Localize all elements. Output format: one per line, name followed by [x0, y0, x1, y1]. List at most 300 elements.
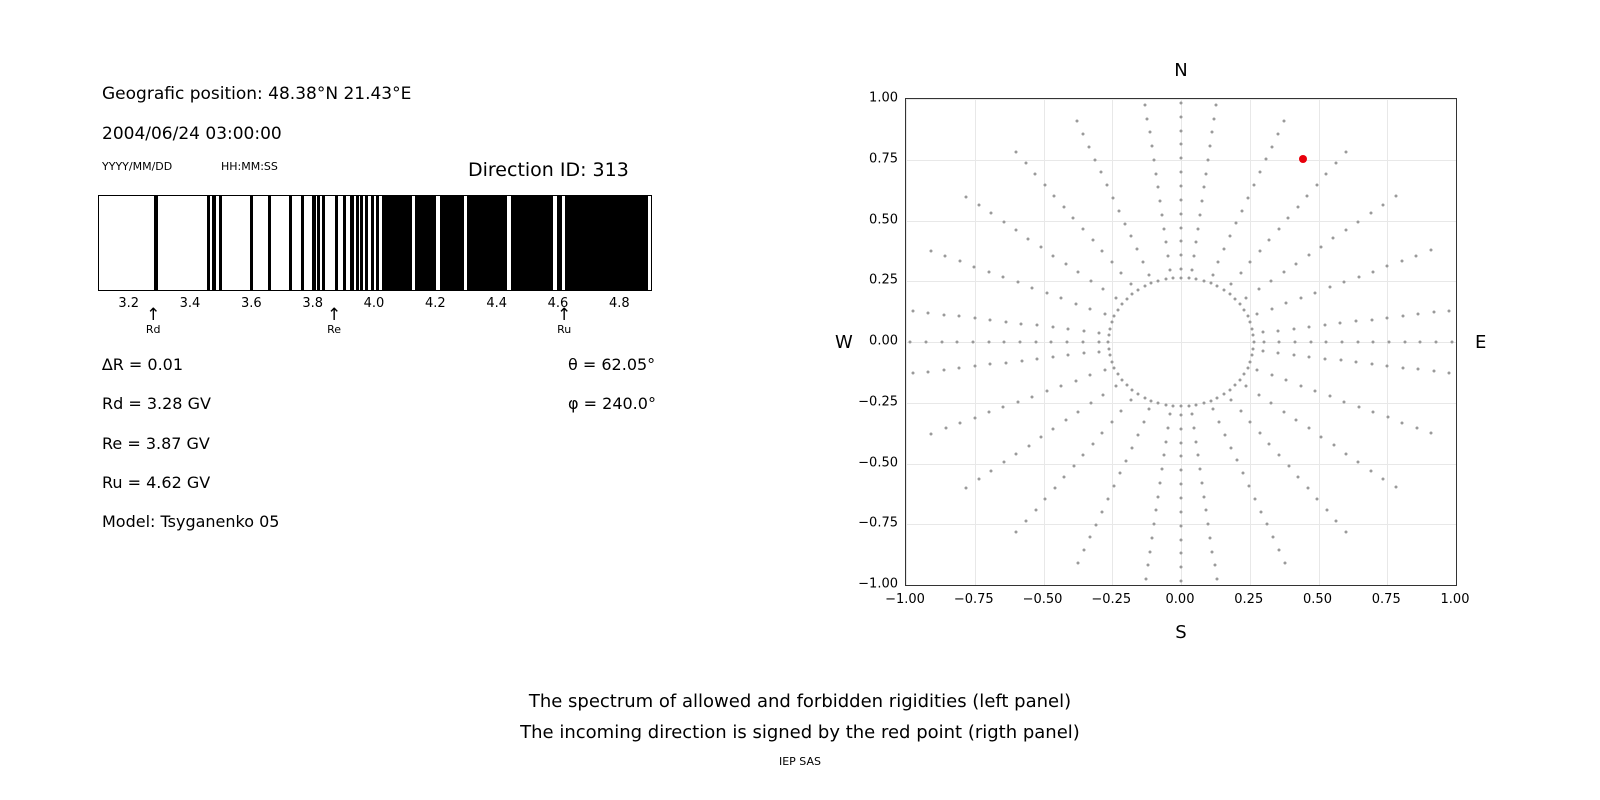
direction-dot — [1215, 103, 1218, 106]
direction-dot — [1031, 395, 1034, 398]
direction-dot — [1202, 186, 1205, 189]
direction-dot — [1101, 431, 1104, 434]
direction-dot — [1101, 250, 1104, 253]
skymap-x-tick: −0.50 — [1022, 592, 1063, 607]
skymap-y-tick: −0.50 — [858, 455, 898, 470]
direction-dot — [1251, 327, 1254, 330]
direction-dot — [1153, 523, 1156, 526]
direction-dot — [1180, 226, 1183, 229]
direction-dot — [1344, 151, 1347, 154]
forbidden-band — [376, 196, 379, 290]
gridline-horizontal — [906, 585, 1456, 586]
direction-dot — [1355, 361, 1358, 364]
skymap-y-tick: −0.25 — [858, 394, 898, 410]
arrow-up-icon: ↑ — [327, 305, 342, 325]
direction-dot — [1257, 393, 1260, 396]
direction-dot — [1154, 172, 1157, 175]
skymap-x-axis — [885, 592, 1470, 612]
direction-dot — [1165, 440, 1168, 443]
direction-dot — [1215, 578, 1218, 581]
spectrum-x-tick: 4.8 — [608, 296, 630, 311]
direction-dot — [1143, 396, 1146, 399]
direction-dot — [1180, 566, 1183, 569]
direction-dot — [1052, 427, 1055, 430]
direction-dot — [909, 341, 912, 344]
direction-dot — [1228, 388, 1231, 391]
direction-dot — [1180, 441, 1183, 444]
direction-dot — [1340, 341, 1343, 344]
forbidden-band — [312, 196, 315, 290]
direction-dot — [1270, 279, 1273, 282]
direction-dot — [1222, 288, 1225, 291]
direction-dot — [1245, 296, 1248, 299]
direction-dot — [1335, 162, 1338, 165]
direction-dot — [1230, 398, 1233, 401]
direction-dot — [987, 411, 990, 414]
direction-dot — [1067, 327, 1070, 330]
direction-dot — [1118, 472, 1121, 475]
direction-dot — [1205, 509, 1208, 512]
forbidden-band — [350, 196, 353, 290]
direction-dot — [1121, 303, 1124, 306]
direction-dot — [1228, 293, 1231, 296]
direction-dot — [1082, 329, 1085, 332]
direction-dot — [1180, 254, 1183, 257]
direction-dot — [1002, 461, 1005, 464]
direction-dot — [1245, 385, 1248, 388]
direction-dot — [1052, 254, 1055, 257]
direction-dot — [1230, 283, 1233, 286]
direction-dot — [1129, 398, 1132, 401]
direction-dot — [1180, 115, 1183, 118]
direction-dot — [1417, 313, 1420, 316]
direction-dot — [1016, 281, 1019, 284]
direction-dot — [1125, 297, 1128, 300]
direction-dot — [940, 341, 943, 344]
direction-dot — [977, 478, 980, 481]
direction-dot — [1076, 561, 1079, 564]
forbidden-band — [154, 196, 158, 290]
direction-dot — [1278, 453, 1281, 456]
spectrum-x-tick: 3.6 — [240, 296, 262, 311]
direction-dot — [1003, 341, 1006, 344]
direction-dot — [1247, 485, 1250, 488]
geographic-position-label: Geografic position: 48.38°N 21.43°E — [102, 84, 412, 104]
direction-dot — [1180, 552, 1183, 555]
direction-dot — [1339, 322, 1342, 325]
direction-dot — [1209, 536, 1212, 539]
direction-dot — [1129, 283, 1132, 286]
direction-dot — [1108, 327, 1111, 330]
direction-dot — [958, 366, 961, 369]
direction-dot — [1417, 368, 1420, 371]
direction-dot — [1027, 237, 1030, 240]
compass-north-label: N — [1174, 60, 1188, 81]
direction-dot — [1256, 313, 1259, 316]
direction-dot — [1207, 523, 1210, 526]
direction-dot — [1343, 281, 1346, 284]
direction-dot — [1308, 325, 1311, 328]
forbidden-band — [557, 196, 563, 290]
forbidden-band — [301, 196, 304, 290]
forbidden-band — [415, 196, 436, 290]
forbidden-band — [360, 196, 363, 290]
direction-dot — [1401, 315, 1404, 318]
direction-dot — [1148, 273, 1151, 276]
direction-dot — [1004, 320, 1007, 323]
direction-dot — [1344, 530, 1347, 533]
direction-dot — [1098, 331, 1101, 334]
direction-dot — [1066, 341, 1069, 344]
direction-dot — [1209, 399, 1212, 402]
direction-dot — [1169, 413, 1172, 416]
direction-dot — [1252, 341, 1255, 344]
direction-dot — [989, 318, 992, 321]
forbidden-band — [289, 196, 292, 290]
direction-dot — [1015, 530, 1018, 533]
direction-dot — [1144, 578, 1147, 581]
direction-dot — [1148, 131, 1151, 134]
direction-dot — [1314, 291, 1317, 294]
direction-dot — [1386, 416, 1389, 419]
marker-label: Ru — [557, 323, 572, 336]
forbidden-band — [440, 196, 464, 290]
direction-dot — [1268, 442, 1271, 445]
direction-dot — [1002, 406, 1005, 409]
forbidden-band — [565, 196, 648, 290]
direction-dot — [1024, 162, 1027, 165]
direction-dot — [1089, 374, 1092, 377]
direction-dot — [1234, 384, 1237, 387]
spectrum-x-tick: 3.4 — [179, 296, 201, 311]
forbidden-band — [382, 196, 412, 290]
direction-dot — [1034, 173, 1037, 176]
direction-dot — [1430, 432, 1433, 435]
direction-dot — [1202, 279, 1205, 282]
direction-dot — [1262, 341, 1265, 344]
direction-dot — [1415, 254, 1418, 257]
direction-dot — [977, 204, 980, 207]
direction-dot — [1107, 334, 1110, 337]
direction-dot — [958, 260, 961, 263]
forbidden-band — [511, 196, 553, 290]
direction-dot — [1121, 378, 1124, 381]
direction-dot — [1253, 497, 1256, 500]
direction-dot — [989, 363, 992, 366]
direction-dot — [1020, 322, 1023, 325]
compass-south-label: S — [1175, 622, 1187, 643]
direction-dot — [1238, 378, 1241, 381]
spectrum-x-axis — [98, 292, 652, 336]
direction-dot — [1307, 427, 1310, 430]
direction-dot — [1110, 360, 1113, 363]
credit-label: IEP SAS — [778, 755, 822, 768]
direction-dot — [1148, 550, 1151, 553]
skymap-y-tick: 0.50 — [869, 212, 898, 227]
direction-dot — [1076, 120, 1079, 123]
direction-dot — [1355, 320, 1358, 323]
direction-dot — [959, 422, 962, 425]
datetime-label: 2004/06/24 03:00:00 — [102, 124, 282, 144]
direction-dot — [942, 313, 945, 316]
direction-dot — [1292, 354, 1295, 357]
direction-dot — [1120, 409, 1123, 412]
direction-dot — [1200, 200, 1203, 203]
direction-dot — [1211, 131, 1214, 134]
direction-dot — [1180, 469, 1183, 472]
skymap-y-tick: 0.25 — [869, 272, 898, 288]
direction-dot — [1024, 519, 1027, 522]
direction-dot — [1241, 472, 1244, 475]
direction-dot — [1246, 314, 1249, 317]
direction-dot — [1180, 483, 1183, 486]
direction-dot — [1130, 235, 1133, 238]
direction-dot — [1357, 405, 1360, 408]
direction-dot — [1097, 341, 1100, 344]
direction-dot — [990, 469, 993, 472]
direction-dot — [1403, 341, 1406, 344]
direction-dot — [1209, 282, 1212, 285]
direction-dot — [1150, 282, 1153, 285]
direction-dot — [1044, 497, 1047, 500]
direction-dot — [1265, 158, 1268, 161]
direction-dot — [1118, 209, 1121, 212]
direction-dot — [1172, 405, 1175, 408]
direction-dot — [1034, 508, 1037, 511]
direction-skymap-panel — [830, 60, 1530, 660]
direction-dot — [1131, 388, 1134, 391]
direction-dot — [1089, 307, 1092, 310]
direction-dot — [1187, 405, 1190, 408]
direction-dot — [1067, 354, 1070, 357]
direction-dot — [958, 315, 961, 318]
direction-dot — [1213, 117, 1216, 120]
direction-dot — [1089, 279, 1092, 282]
forbidden-band — [467, 196, 507, 290]
direction-dot — [987, 270, 990, 273]
direction-dot — [1198, 213, 1201, 216]
direction-dot — [1074, 379, 1077, 382]
direction-dot — [1036, 324, 1039, 327]
direction-dot — [1187, 276, 1190, 279]
direction-dot — [930, 432, 933, 435]
direction-dot — [1106, 497, 1109, 500]
direction-dot — [1088, 536, 1091, 539]
direction-dot — [1386, 265, 1389, 268]
direction-dot — [1370, 318, 1373, 321]
spectrum-x-tick: 4.0 — [363, 296, 385, 311]
direction-dot — [1039, 246, 1042, 249]
direction-dot — [1432, 311, 1435, 314]
direction-dot — [1112, 485, 1115, 488]
direction-dot — [1369, 212, 1372, 215]
direction-dot — [965, 486, 968, 489]
direction-dot — [1222, 393, 1225, 396]
forbidden-band — [212, 196, 215, 290]
direction-dot — [1031, 286, 1034, 289]
direction-dot — [1419, 341, 1422, 344]
direction-dot — [942, 368, 945, 371]
direction-dot — [1150, 399, 1153, 402]
direction-dot — [1306, 195, 1309, 198]
direction-dot — [1314, 389, 1317, 392]
date-format-label: YYYY/MM/DD — [102, 160, 173, 173]
direction-dot — [1152, 158, 1155, 161]
direction-dot — [1320, 435, 1323, 438]
direction-dot — [1180, 580, 1183, 583]
direction-dot — [1051, 326, 1054, 329]
direction-dot — [1060, 384, 1063, 387]
direction-dot — [1229, 235, 1232, 238]
direction-dot — [1082, 132, 1085, 135]
direction-dot — [1144, 103, 1147, 106]
direction-dot — [1050, 341, 1053, 344]
direction-dot — [1344, 229, 1347, 232]
direction-dot — [973, 416, 976, 419]
direction-dot — [1180, 497, 1183, 500]
direction-dot — [1113, 314, 1116, 317]
direction-dot — [1271, 536, 1274, 539]
model-value: Model: Tsyganenko 05 — [102, 512, 280, 531]
direction-dot — [1102, 288, 1105, 291]
direction-dot — [944, 427, 947, 430]
direction-dot — [1100, 510, 1103, 513]
direction-dot — [1246, 367, 1249, 370]
direction-dot — [1151, 536, 1154, 539]
direction-dot — [1045, 390, 1048, 393]
direction-dot — [1372, 411, 1375, 414]
direction-dot — [944, 254, 947, 257]
direction-dot — [925, 341, 928, 344]
direction-dot — [1216, 285, 1219, 288]
marker-label: Rd — [145, 323, 161, 336]
direction-dot — [1194, 440, 1197, 443]
direction-dot — [973, 317, 976, 320]
direction-dot — [1292, 327, 1295, 330]
direction-dot — [1211, 408, 1214, 411]
direction-dot — [1137, 393, 1140, 396]
direction-dot — [1429, 249, 1432, 252]
forbidden-band — [219, 196, 223, 290]
direction-dot — [1131, 293, 1134, 296]
direction-dot — [1064, 419, 1067, 422]
forbidden-band — [343, 196, 346, 290]
direction-dot — [1287, 464, 1290, 467]
direction-dot — [1108, 354, 1111, 357]
direction-dot — [1257, 288, 1260, 291]
direction-dot — [1306, 486, 1309, 489]
direction-dot — [1382, 203, 1385, 206]
direction-dot — [1094, 523, 1097, 526]
direction-dot — [1163, 454, 1166, 457]
direction-dot — [1015, 151, 1018, 154]
direction-dot — [1143, 285, 1146, 288]
direction-dot — [1308, 355, 1311, 358]
skymap-x-tick: 0.00 — [1165, 592, 1195, 607]
direction-dot — [1088, 145, 1091, 148]
direction-dot — [1282, 271, 1285, 274]
direction-dot — [1136, 248, 1139, 251]
direction-dot — [1211, 550, 1214, 553]
direction-dot — [1369, 469, 1372, 472]
direction-dot — [1277, 352, 1280, 355]
direction-dot — [1278, 341, 1281, 344]
direction-dot — [1107, 347, 1110, 350]
forbidden-band — [322, 196, 325, 290]
forbidden-band — [250, 196, 253, 290]
direction-dot — [1114, 296, 1117, 299]
direction-dot — [1201, 481, 1204, 484]
direction-dot — [973, 265, 976, 268]
direction-dot — [1268, 239, 1271, 242]
forbidden-band — [356, 196, 359, 290]
direction-dot — [1027, 444, 1030, 447]
direction-dot — [1034, 341, 1037, 344]
direction-dot — [1102, 393, 1105, 396]
direction-dot — [1448, 309, 1451, 312]
direction-dot — [1137, 288, 1140, 291]
direction-dot — [1082, 549, 1085, 552]
gridline-horizontal — [906, 99, 1456, 100]
direction-dot — [1315, 184, 1318, 187]
direction-dot — [1293, 341, 1296, 344]
direction-dot — [1060, 297, 1063, 300]
direction-dot — [1098, 350, 1101, 353]
direction-dot — [1299, 297, 1302, 300]
direction-dot — [1323, 324, 1326, 327]
direction-dot — [1043, 184, 1046, 187]
direction-dot — [1299, 384, 1302, 387]
direction-dot — [1249, 420, 1252, 423]
direction-dot — [1180, 171, 1183, 174]
direction-dot — [973, 365, 976, 368]
direction-dot — [1382, 477, 1385, 480]
direction-dot — [1161, 468, 1164, 471]
direction-dot — [1270, 307, 1273, 310]
direction-dot — [1357, 220, 1360, 223]
direction-dot — [990, 212, 993, 215]
direction-dot — [1217, 421, 1220, 424]
direction-dot — [1307, 254, 1310, 257]
direction-dot — [1036, 357, 1039, 360]
direction-dot — [1190, 268, 1193, 271]
direction-dot — [1004, 361, 1007, 364]
direction-dot — [1180, 184, 1183, 187]
direction-dot — [1064, 262, 1067, 265]
spectrum-x-tick: 4.4 — [486, 296, 507, 311]
direction-dot — [1394, 195, 1397, 198]
direction-dot — [1325, 508, 1328, 511]
direction-dot — [1213, 564, 1216, 567]
gridline-horizontal — [906, 221, 1456, 222]
gridline-horizontal — [906, 160, 1456, 161]
direction-dot — [1180, 198, 1183, 201]
direction-dot — [929, 249, 932, 252]
direction-dot — [1249, 321, 1252, 324]
theta-value: θ = 62.05° — [568, 355, 656, 374]
skymap-x-tick: −1.00 — [885, 592, 925, 607]
direction-dot — [1316, 497, 1319, 500]
direction-dot — [1328, 395, 1331, 398]
skymap-plot-area — [905, 98, 1457, 586]
direction-dot — [1016, 400, 1019, 403]
direction-dot — [1204, 172, 1207, 175]
direction-dot — [1158, 200, 1161, 203]
direction-dot — [1169, 268, 1172, 271]
direction-dot — [1180, 212, 1183, 215]
direction-dot — [1124, 222, 1127, 225]
direction-dot — [1155, 509, 1158, 512]
